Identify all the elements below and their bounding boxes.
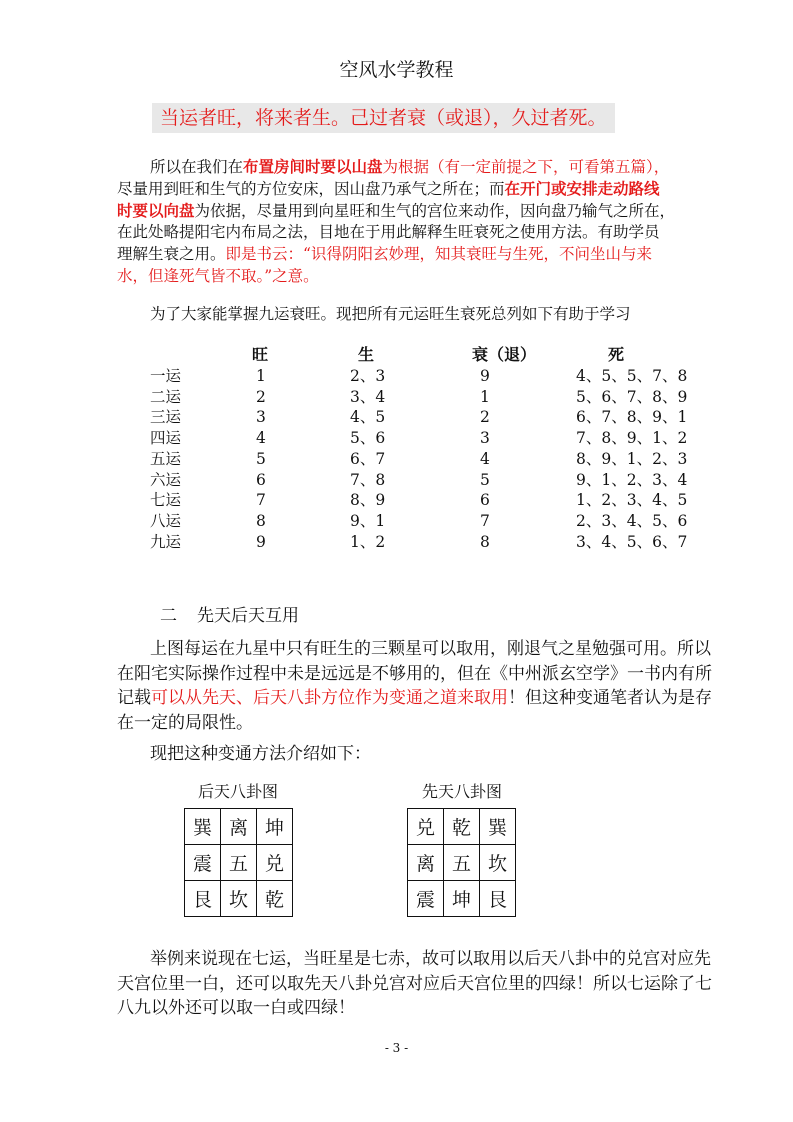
page-title: 空风水学教程 [339, 59, 454, 81]
row-yun: 七运 [150, 491, 182, 510]
row-wang: 9 [256, 532, 266, 551]
sec-line-2: 在阳宅实际操作过程中未是远远是不够用的，但在《中州派玄空学》一书内有所 [117, 663, 712, 684]
row-wang: 7 [256, 491, 266, 510]
xiantian-cell: 艮 [480, 881, 516, 917]
row-yun: 五运 [150, 449, 182, 468]
houtian-cell: 巽 [185, 809, 221, 845]
xiantian-grid [407, 808, 516, 917]
row-yun: 六运 [150, 470, 182, 489]
row-si: 2、3、4、5、6 [576, 511, 688, 530]
row-yun: 四运 [150, 429, 182, 448]
row-yun: 二运 [150, 387, 182, 406]
houtian-cell: 五 [221, 845, 257, 881]
header-shuai: 衰（退） [472, 345, 537, 364]
table-intro: 为了大家能掌握九运衰旺。现把所有元运旺生衰死总列如下有助于学习 [150, 305, 631, 323]
section-heading [160, 604, 299, 629]
intro-line-1 [150, 156, 669, 179]
row-shuai: 7 [480, 511, 490, 530]
houtian-cell: 离 [221, 809, 257, 845]
row-sheng: 9、1 [350, 511, 386, 530]
row-si: 8、9、1、2、3 [576, 449, 688, 468]
example-line-2: 天宫位里一白，还可以取先天八卦兑宫对应后天宫位里的四绿！所以七运除了七 [117, 973, 712, 994]
row-sheng: 8、9 [350, 491, 386, 510]
example-line-3: 八九以外还可以取一白或四绿！ [117, 998, 355, 1018]
intro-text: 所以在我们在 [150, 158, 244, 176]
intro-line-2 [117, 178, 660, 201]
sec-text: 记载 [117, 688, 151, 708]
row-si: 4、5、5、7、8 [576, 367, 688, 385]
sec-line-3 [117, 686, 712, 711]
row-wang: 2 [256, 387, 266, 406]
row-wang: 4 [256, 429, 266, 448]
intro-line-3 [117, 200, 675, 223]
row-shuai: 1 [480, 387, 490, 406]
row-yun: 八运 [150, 511, 182, 530]
xiantian-title: 先天八卦图 [422, 782, 503, 801]
intro-red-text: 即是书云：“识得阴阳玄妙理，知其衰旺与生死，不问坐山与来 [225, 245, 652, 263]
highlight-quote: 当运者旺，将来者生。己过者衰（或退），久过者死。 [152, 103, 615, 133]
row-sheng: 2、3 [350, 367, 386, 385]
row-yun: 九运 [150, 532, 182, 551]
row-shuai: 6 [480, 491, 490, 510]
houtian-cell: 坤 [257, 809, 293, 845]
xiantian-cell: 乾 [444, 809, 480, 845]
header-wang: 旺 [252, 345, 269, 364]
intro-text: 理解生衰之用。 [117, 245, 226, 263]
row-sheng: 1、2 [350, 532, 386, 551]
intro-emphasis: 布置房间时要以山盘 [243, 157, 383, 176]
sec-line-4: 在一定的局限性。 [117, 712, 253, 733]
xiantian-cell: 坎 [480, 845, 516, 881]
intro-emphasis: 时要以向盘 [117, 201, 195, 220]
row-sheng: 7、8 [350, 470, 386, 489]
xiantian-cell: 五 [444, 845, 480, 881]
page-number: - 3 - [384, 1041, 409, 1055]
intro-line-4: 在此处略提阳宅内布局之法，目地在于用此解释生旺衰死之使用方法。有助学员 [117, 223, 660, 241]
row-sheng: 6、7 [350, 449, 386, 468]
row-shuai: 4 [480, 449, 490, 468]
row-si: 7、8、9、1、2 [576, 429, 688, 448]
xiantian-cell: 坤 [444, 881, 480, 917]
section-title: 先天后天互用 [197, 606, 299, 626]
intro-line-6: 水，但逢死气皆不取。”之意。 [117, 267, 319, 285]
houtian-cell: 坎 [221, 881, 257, 917]
row-wang: 1 [256, 367, 266, 385]
row-shuai: 9 [480, 367, 490, 385]
houtian-cell: 兑 [257, 845, 293, 881]
header-sheng: 生 [358, 345, 375, 364]
header-si: 死 [608, 345, 625, 364]
row-si: 6、7、8、9、1 [576, 408, 688, 427]
row-wang: 8 [256, 511, 266, 530]
row-si: 1、2、3、4、5 [576, 491, 688, 510]
xiantian-cell: 离 [408, 845, 444, 881]
xiantian-cell: 震 [408, 881, 444, 917]
houtian-cell: 震 [185, 845, 221, 881]
row-si: 5、6、7、8、9 [576, 387, 688, 406]
row-sheng: 3、4 [350, 387, 386, 406]
sec-line-1: 上图每运在九星中只有旺生的三颗星可以取用，刚退气之星勉强可用。所以 [150, 639, 711, 659]
row-shuai: 5 [480, 470, 490, 489]
intro-text: 尽量用到旺和生气的方位安床，因山盘乃承气之所在；而 [117, 180, 505, 198]
houtian-grid [184, 808, 293, 917]
row-sheng: 5、6 [350, 429, 386, 448]
row-si: 9、1、2、3、4 [576, 470, 688, 489]
example-line-1: 举例来说现在七运，当旺星是七赤，故可以取用以后天八卦中的兑宫对应先 [150, 949, 711, 969]
row-wang: 6 [256, 470, 266, 489]
row-shuai: 2 [480, 408, 490, 427]
row-si: 3、4、5、6、7 [576, 532, 688, 551]
method-intro: 现把这种变通方法介绍如下： [150, 744, 371, 764]
row-yun: 三运 [150, 408, 182, 427]
row-wang: 5 [256, 449, 266, 468]
row-sheng: 4、5 [350, 408, 386, 427]
row-shuai: 3 [480, 429, 490, 448]
intro-red-text: 为根据（有一定前提之下，可看第五篇）， [382, 158, 670, 176]
sec-red-text: 可以从先天、后天八卦方位作为变通之道来取用 [151, 688, 508, 708]
section-number: 二 [160, 606, 177, 626]
intro-text: 为依据，尽量用到向星旺和生气的宫位来动作，因向盘乃输气之所在， [194, 202, 676, 220]
xiantian-cell: 巽 [480, 809, 516, 845]
row-yun: 一运 [150, 367, 182, 385]
houtian-title: 后天八卦图 [198, 782, 279, 801]
houtian-cell: 艮 [185, 881, 221, 917]
row-wang: 3 [256, 408, 266, 427]
sec-text: ！但这种变通笔者认为是存 [508, 688, 712, 708]
row-shuai: 8 [480, 532, 490, 551]
xiantian-cell: 兑 [408, 809, 444, 845]
houtian-cell: 乾 [257, 881, 293, 917]
intro-emphasis: 在开门或安排走动路线 [504, 179, 660, 198]
intro-line-5 [117, 244, 652, 266]
